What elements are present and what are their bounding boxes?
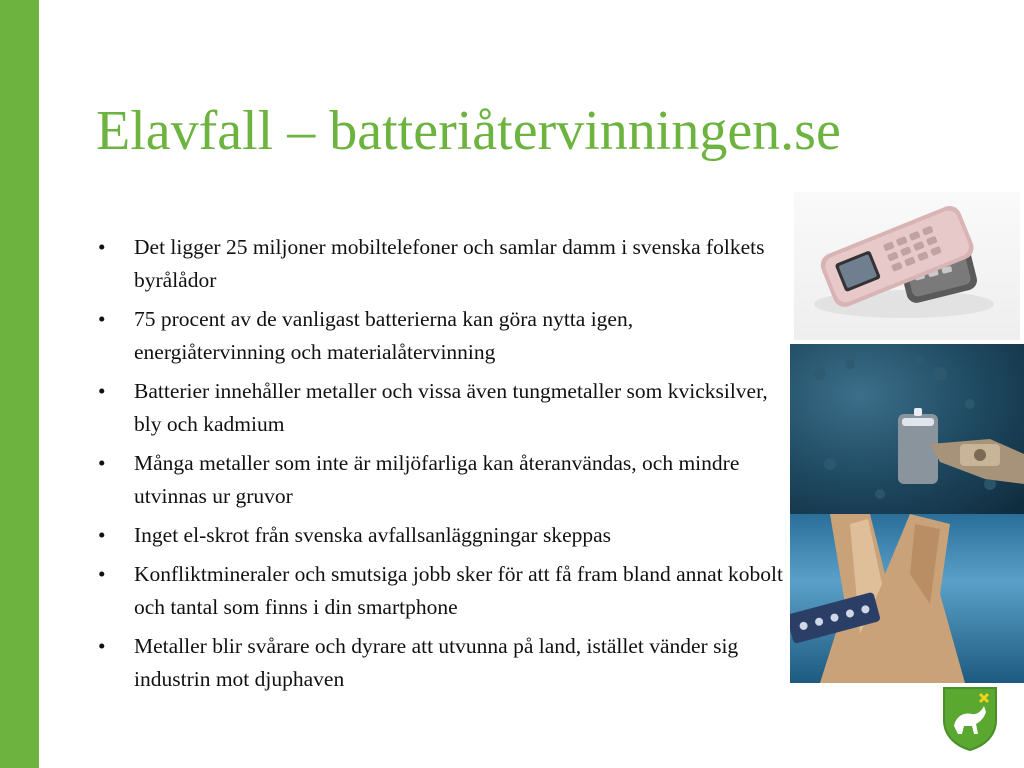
deep-sea-chimney-photo (790, 514, 1024, 683)
bullet-marker: • (98, 379, 106, 403)
bullet-marker: • (98, 235, 106, 259)
mobile-phones-photo (794, 192, 1020, 340)
list-item (96, 558, 786, 624)
slide-title: Elavfall – batteriåtervinningen.se (96, 100, 841, 162)
list-item (96, 630, 786, 696)
list-item (96, 231, 786, 297)
list-item (96, 519, 786, 552)
bullet-marker: • (98, 634, 106, 658)
bullet-list (96, 231, 786, 702)
bullet-marker: • (98, 562, 106, 586)
coat-of-arms-logo (942, 686, 998, 752)
bullet-marker: • (98, 523, 106, 547)
bullet-text: Metaller blir svårare och dyrare att utvunna på land, istället vänder sig industrin mot djuphaven (134, 634, 739, 691)
list-item (96, 447, 786, 513)
bullet-marker: • (98, 307, 106, 331)
bullet-text: Det ligger 25 miljoner mobiltelefoner och samlar damm i svenska folkets byrålådor (134, 235, 765, 292)
bullet-marker: • (98, 451, 106, 475)
list-item (96, 375, 786, 441)
underwater-robot-arm-photo (790, 344, 1024, 514)
bullet-text: 75 procent av de vanligast batterierna kan göra nytta igen, energiåtervinning och materialåtervinning (134, 307, 634, 364)
bullet-text: Batterier innehåller metaller och vissa även tungmetaller som kvicksilver, bly och kadmium (134, 379, 768, 436)
bullet-text: Inget el-skrot från svenska avfallsanläggningar skeppas (134, 523, 612, 547)
list-item (96, 303, 786, 369)
bullet-text: Många metaller som inte är miljöfarliga kan återanvändas, och mindre utvinnas ur gruvor (134, 451, 740, 508)
bullet-text: Konfliktmineraler och smutsiga jobb sker för att få fram bland annat kobolt och tantal som finns i din smartphone (134, 562, 783, 619)
green-side-bar (0, 0, 39, 768)
